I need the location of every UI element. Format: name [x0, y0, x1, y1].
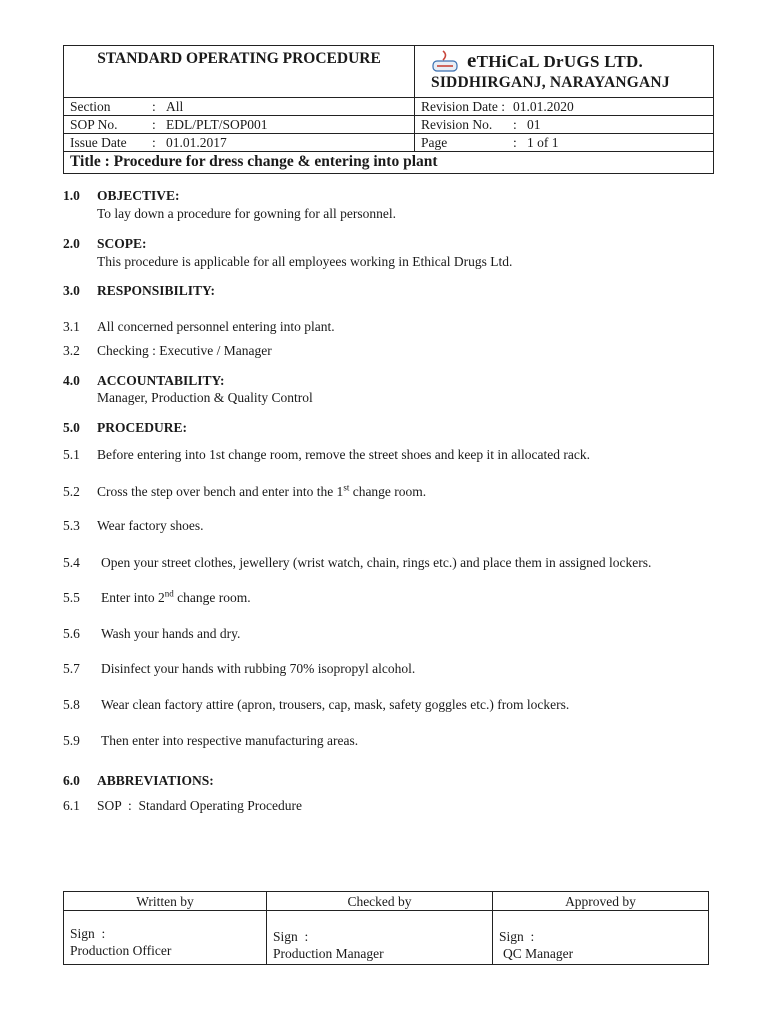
- written-by-cell: [64, 911, 267, 965]
- document-title: Title : Procedure for dress change & entering into plant: [64, 152, 714, 174]
- sop-header-table: [63, 45, 714, 174]
- list-item: SOP : Standard Operating Procedure: [97, 798, 302, 813]
- revision-date-field: Revision Date : 01.01.2020: [415, 98, 714, 116]
- section-number: 3.0: [63, 283, 80, 298]
- sop-no-value: EDL/PLT/SOP001: [166, 117, 268, 132]
- list-item: Before entering into 1st change room, remove the street shoes and keep it in allocated rack.: [97, 447, 590, 462]
- checked-by-header: Checked by: [267, 892, 493, 911]
- section-number: 6.0: [63, 773, 80, 788]
- approved-by-role: QC Manager: [503, 946, 574, 961]
- section-field: Section : All: [64, 98, 415, 116]
- section-heading-objective: OBJECTIVE:: [97, 188, 180, 203]
- list-item-number: 6.1: [63, 798, 80, 813]
- sign-label: Sign :: [70, 926, 106, 941]
- list-item-number: 5.7: [63, 661, 80, 676]
- section-number: 5.0: [63, 420, 80, 435]
- list-item: Checking : Executive / Manager: [97, 343, 272, 358]
- list-item: Cross the step over bench and enter into the 1st change room.: [97, 482, 427, 499]
- sign-label: Sign :: [499, 929, 535, 944]
- list-item-number: 5.8: [63, 697, 80, 712]
- company-block: [415, 46, 714, 98]
- revision-date-value: 01.01.2020: [513, 99, 574, 114]
- approved-by-cell: [493, 911, 709, 965]
- section-value: All: [166, 99, 184, 114]
- company-address: SIDDHIRGANJ, NARAYANGANJ: [431, 74, 670, 91]
- section-heading-scope: SCOPE:: [97, 236, 147, 251]
- issue-date-value: 01.01.2017: [166, 135, 227, 150]
- section-number: 1.0: [63, 188, 80, 203]
- company-logo-icon: [431, 49, 461, 73]
- written-by-role: Production Officer: [70, 943, 172, 958]
- approved-by-header: Approved by: [493, 892, 709, 911]
- list-item: Then enter into respective manufacturing areas.: [101, 733, 359, 748]
- list-item-number: 3.2: [63, 343, 80, 358]
- list-item: All concerned personnel entering into plant.: [97, 319, 335, 334]
- section-heading-procedure: PROCEDURE:: [97, 420, 187, 435]
- sop-heading: STANDARD OPERATING PROCEDURE: [64, 46, 415, 98]
- list-item: Wear factory shoes.: [97, 518, 204, 533]
- list-item-number: 5.1: [63, 447, 80, 462]
- list-item: Open your street clothes, jewellery (wrist watch, chain, rings etc.) and place them in assigned lockers.: [101, 555, 652, 570]
- page-value: 1 of 1: [527, 135, 559, 150]
- list-item-number: 5.3: [63, 518, 80, 533]
- list-item: Disinfect your hands with rubbing 70% isopropyl alcohol.: [101, 661, 416, 676]
- list-item: Wash your hands and dry.: [101, 626, 241, 641]
- section-number: 4.0: [63, 373, 80, 388]
- list-item-number: 5.2: [63, 484, 80, 499]
- written-by-header: Written by: [64, 892, 267, 911]
- list-item-number: 5.5: [63, 590, 80, 605]
- issue-date-field: Issue Date : 01.01.2017: [64, 134, 415, 152]
- list-item-number: 3.1: [63, 319, 80, 334]
- list-item-number: 5.9: [63, 733, 80, 748]
- sign-label: Sign :: [273, 929, 309, 944]
- checked-by-role: Production Manager: [273, 946, 384, 961]
- company-name: eTHiCaL DrUGS LTD.: [467, 48, 644, 72]
- list-item-number: 5.4: [63, 555, 80, 570]
- signoff-table: [63, 891, 709, 965]
- revision-no-value: 01: [527, 117, 541, 132]
- objective-text: To lay down a procedure for gowning for all personnel.: [97, 206, 396, 221]
- list-item: Enter into 2nd change room.: [101, 588, 251, 605]
- checked-by-cell: [267, 911, 493, 965]
- section-heading-accountability: ACCOUNTABILITY:: [97, 373, 225, 388]
- section-number: 2.0: [63, 236, 80, 251]
- sop-no-field: SOP No. : EDL/PLT/SOP001: [64, 116, 415, 134]
- revision-no-field: Revision No. : 01: [415, 116, 714, 134]
- list-item-number: 5.6: [63, 626, 80, 641]
- scope-text: This procedure is applicable for all employees working in Ethical Drugs Ltd.: [97, 254, 513, 269]
- accountability-text: Manager, Production & Quality Control: [97, 390, 313, 405]
- section-heading-abbreviations: ABBREVIATIONS:: [97, 773, 214, 788]
- section-heading-responsibility: RESPONSIBILITY:: [97, 283, 216, 298]
- page-field: Page : 1 of 1: [415, 134, 714, 152]
- list-item: Wear clean factory attire (apron, trousers, cap, mask, safety goggles etc.) from lockers.: [101, 697, 570, 712]
